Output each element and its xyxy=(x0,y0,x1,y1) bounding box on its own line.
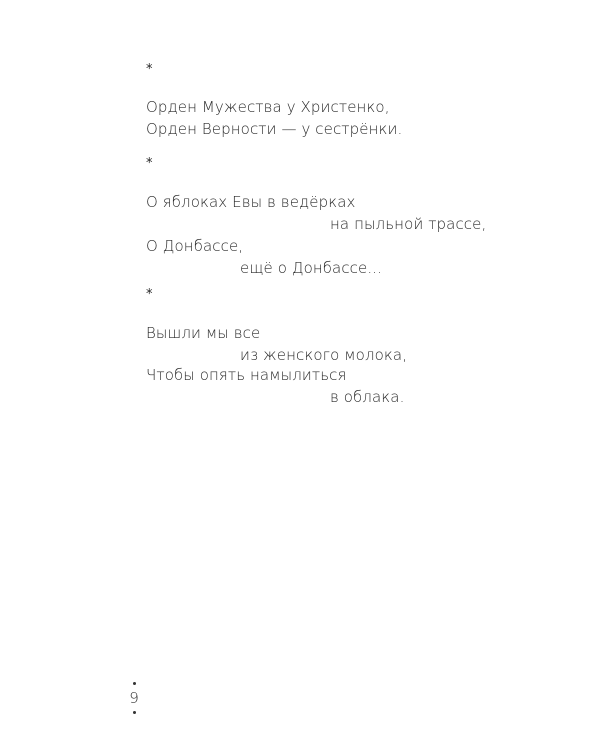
poem-line: Вышли мы все xyxy=(146,324,261,342)
poem-line: О Донбассе, xyxy=(146,237,244,255)
poem-line: из женского молока, xyxy=(240,346,408,364)
stanza-marker: * xyxy=(146,62,153,77)
poem-line: Орден Верности — у сестрёнки. xyxy=(146,120,403,138)
dot-ornament xyxy=(133,682,136,685)
poem-line: на пыльной трассе, xyxy=(330,215,487,233)
page-number: 9 xyxy=(129,689,139,707)
dot-ornament xyxy=(133,711,136,714)
poem-line: О яблоках Евы в ведёрках xyxy=(146,193,356,211)
poem-line: в облака. xyxy=(330,388,405,406)
poem-line: ещё о Донбассе... xyxy=(240,259,382,277)
poem-line: Чтобы опять намылиться xyxy=(146,366,347,384)
poem-line: Орден Мужества у Христенко, xyxy=(146,98,390,116)
stanza-marker: * xyxy=(146,287,153,302)
stanza-marker: * xyxy=(146,156,153,171)
page-number-block xyxy=(124,682,144,714)
